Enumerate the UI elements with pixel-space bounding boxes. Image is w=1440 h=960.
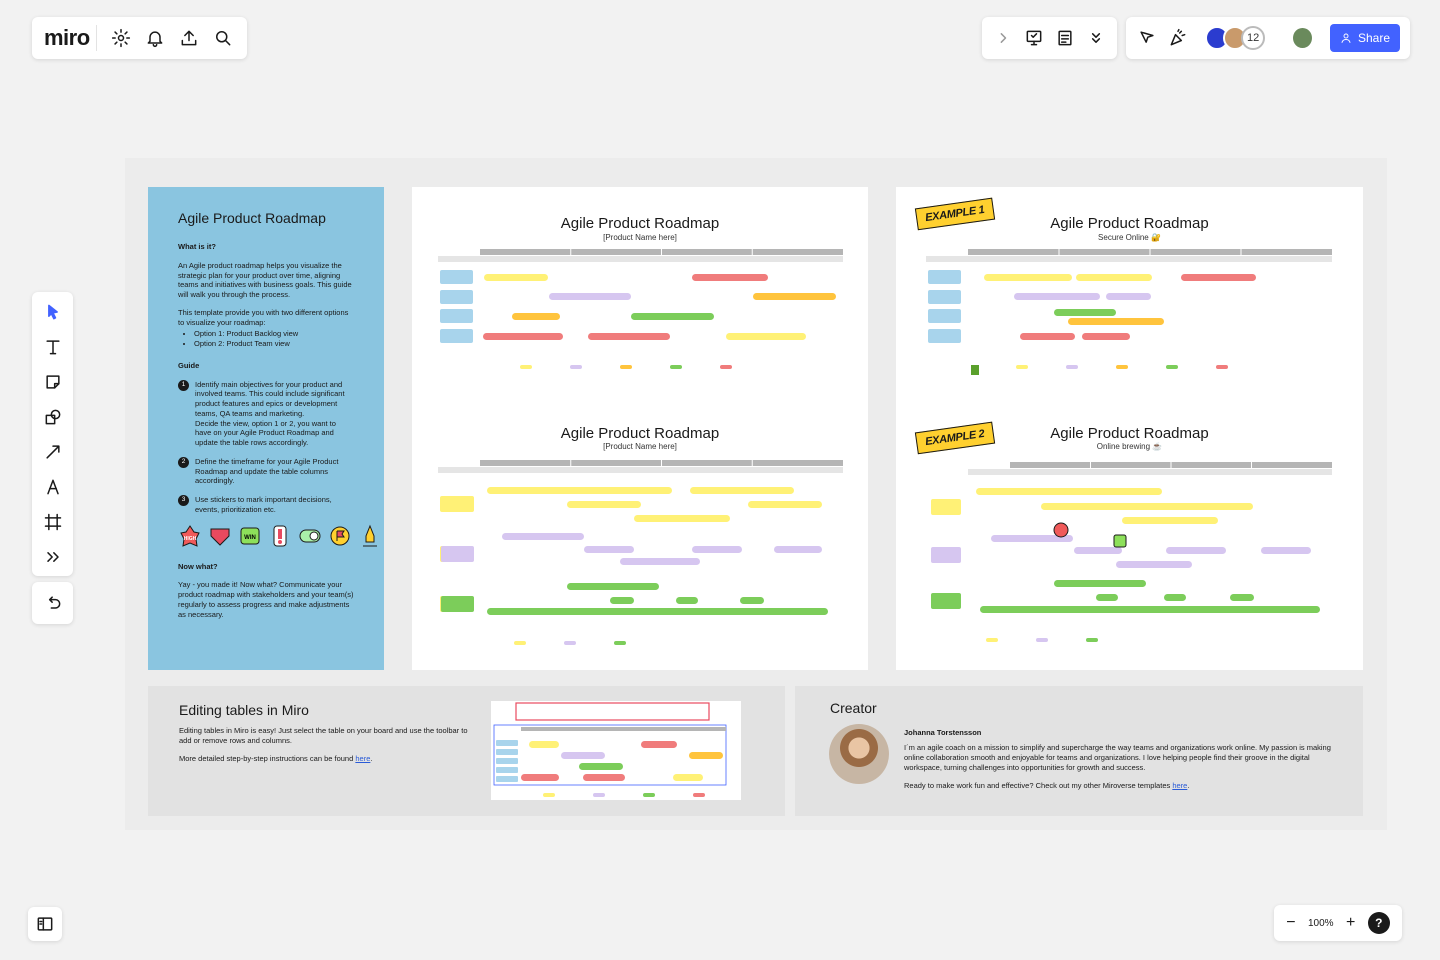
legend-swatch (514, 641, 526, 645)
roadmap-bar (1076, 274, 1152, 281)
step-text: Define the timeframe for your Agile Product Roadmap and update the table columns accordingly. (195, 456, 339, 486)
high-priority-sticker (1054, 523, 1068, 537)
roadmap-bar (483, 333, 563, 340)
creator-bio: I´m an agile coach on a mission to simplify and supercharge the way teams and organizations work online. My passion is making online collaboration smooth and enjoyable for teams and organizations. I love helping people find their groove in the digital workspace, turning challenges into opportunities for growth and success. (904, 743, 1331, 772)
celebrate-icon[interactable] (1167, 26, 1190, 50)
share-button[interactable] (1330, 24, 1400, 52)
legend-swatch (1116, 365, 1128, 369)
more-tools-icon[interactable] (41, 545, 65, 569)
milestone-flag (971, 365, 979, 375)
roadmap-bar (984, 274, 1072, 281)
roadmap-bar (1082, 333, 1130, 340)
shapes-icon[interactable] (41, 405, 65, 429)
roadmap-bar (1181, 274, 1256, 281)
roadmap-bar (1068, 318, 1164, 325)
roadmap-bar (980, 606, 1320, 613)
creator-cta (904, 781, 1344, 791)
roadmap-bar (521, 774, 559, 781)
options-list (194, 329, 354, 349)
legend-swatch (1036, 638, 1048, 642)
row-label (496, 776, 518, 782)
svg-text:HIGH: HIGH (183, 535, 197, 542)
roadmap-bar (588, 333, 670, 340)
guide-panel (148, 187, 384, 670)
bell-icon[interactable] (143, 26, 167, 50)
month-header (438, 467, 843, 473)
legend-swatch (670, 365, 682, 369)
roadmap-bar (1106, 293, 1151, 300)
user-avatar[interactable] (1291, 26, 1314, 50)
zoom-out-button[interactable]: − (1286, 914, 1296, 931)
top-mid-toolbar (982, 17, 1117, 59)
editing-here-link[interactable]: here (355, 754, 371, 763)
row-label (928, 290, 961, 304)
roadmap-grid (412, 395, 868, 670)
collaborator-count[interactable]: 12 (1241, 26, 1265, 50)
guide-heading: Guide (178, 360, 200, 370)
team-label (931, 499, 961, 515)
user-icon (1340, 32, 1352, 44)
roadmap-bar (753, 293, 836, 300)
legend-swatch (643, 793, 655, 797)
frame-icon[interactable] (41, 510, 65, 534)
step-number: 1 (178, 380, 189, 391)
search-icon[interactable] (211, 26, 235, 50)
roadmap-bar (748, 501, 822, 508)
month-header (968, 469, 1332, 475)
high-priority-sticker[interactable] (178, 524, 202, 548)
roadmap-bar (620, 558, 700, 565)
gear-icon[interactable] (109, 26, 133, 50)
chevron-right-icon[interactable] (992, 26, 1013, 50)
step-number: 3 (178, 495, 189, 506)
roadmap-example-2[interactable] (896, 395, 1363, 670)
roadmap-bar (1122, 517, 1218, 524)
roadmap-bar (634, 515, 730, 522)
quarter-header (521, 727, 726, 731)
roadmap-bar (1020, 333, 1075, 340)
undo-icon (41, 591, 65, 615)
row-label (440, 309, 473, 323)
card-subtitle: [Product Name here] (603, 442, 677, 451)
roadmap-grid (412, 187, 868, 395)
creation-toolbar (32, 292, 73, 576)
roadmap-bar (1096, 594, 1118, 601)
editing-tables-panel (148, 686, 785, 816)
roadmap-template-backlog[interactable] (412, 187, 868, 395)
card-title: Agile Product Roadmap (1050, 425, 1209, 442)
roadmap-bar (561, 752, 605, 759)
connection-line-icon[interactable] (41, 440, 65, 464)
card-subtitle: [Product Name here] (603, 233, 677, 242)
roadmap-example-1[interactable] (896, 187, 1363, 395)
legend-swatch (620, 365, 632, 369)
roadmap-bar (641, 741, 677, 748)
roadmap-bar (610, 597, 634, 604)
guide-step (178, 457, 354, 486)
row-label (440, 290, 473, 304)
table-toolbar (516, 703, 709, 720)
team-label (441, 496, 474, 512)
row-label (440, 329, 473, 343)
collaborator-avatars[interactable] (1211, 26, 1265, 50)
creator-cta-prefix: Ready to make work fun and effective? Check out my other Miroverse templates (904, 781, 1173, 790)
what-heading: What is it? (178, 242, 216, 252)
legend-swatch (520, 365, 532, 369)
legend-swatch (543, 793, 555, 797)
roadmap-bar (676, 597, 698, 604)
roadmap-bar (774, 546, 822, 553)
cursor-follow-icon[interactable] (1136, 26, 1159, 50)
month-header (926, 256, 1332, 262)
roadmap-bar (549, 293, 631, 300)
roadmap-bar (1054, 309, 1116, 316)
example-label: EXAMPLE 1 (915, 198, 995, 231)
step-text: Identify main objectives for your product and involved teams. This could include significant product features and epics or development teams, QA teams and marketing. Decide the view, option 1 or 2, you want to have on your Agile Product Roadmap and update the table rows accordingly. (195, 379, 345, 448)
options-intro: This template provide you with two different options to visualize your roadmap: (178, 307, 349, 327)
example-label: EXAMPLE 2 (915, 422, 995, 455)
editing-more-suffix: . (370, 754, 373, 763)
preview-grid (491, 701, 741, 800)
roadmap-bar (1118, 503, 1253, 510)
quick-win-sticker[interactable] (238, 524, 262, 548)
exclamation-sticker[interactable] (268, 524, 292, 548)
launch-sticker[interactable] (358, 524, 382, 548)
pages-panel-button[interactable] (28, 907, 62, 941)
team-label (931, 547, 961, 563)
row-label (496, 749, 518, 755)
team-label (931, 593, 961, 609)
month-header (438, 256, 843, 262)
roadmap-bar (976, 488, 1162, 495)
roadmap-bar (1054, 580, 1146, 587)
roadmap-bar (502, 533, 584, 540)
legend-swatch (1016, 365, 1028, 369)
option-item: • Option 1: Product Backlog view (194, 329, 354, 339)
legend-swatch (593, 793, 605, 797)
legend-swatch (1066, 365, 1078, 369)
creator-photo (829, 724, 889, 784)
creator-here-link[interactable]: here (1172, 781, 1188, 790)
creator-title: Creator (830, 700, 877, 716)
legend-swatch (1086, 638, 1098, 642)
what-text: An Agile product roadmap helps you visualize the strategic plan for your product over time, aligning teams and initiatives with business goals. This guide will walk you through the process. (178, 260, 352, 300)
roadmap-grid (896, 395, 1363, 670)
now-heading: Now what? (178, 561, 218, 571)
row-label (496, 767, 518, 773)
row-label (496, 740, 518, 746)
zoom-in-button[interactable]: + (1345, 914, 1356, 931)
roadmap-bar (1014, 293, 1100, 300)
legend-swatch (986, 638, 998, 642)
zoom-controls (1274, 905, 1402, 941)
legend-swatch (720, 365, 732, 369)
roadmap-bar (690, 487, 794, 494)
roadmap-bar (583, 774, 625, 781)
zoom-level[interactable]: 100% (1307, 917, 1334, 929)
notes-icon[interactable] (1055, 26, 1076, 50)
upload-icon[interactable] (177, 26, 201, 50)
row-label (496, 758, 518, 764)
roadmap-bar (1166, 547, 1226, 554)
roadmap-bar (1230, 594, 1254, 601)
team-label (441, 546, 474, 562)
svg-text:WIN: WIN (244, 534, 256, 541)
guide-step (178, 495, 354, 515)
roadmap-bar (584, 546, 634, 553)
creator-cta-suffix: . (1187, 781, 1190, 790)
select-cursor-icon[interactable] (41, 300, 65, 324)
roadmap-bar (579, 763, 623, 770)
legend-swatch (1216, 365, 1228, 369)
chevron-double-down-icon[interactable] (1086, 26, 1107, 50)
editing-title: Editing tables in Miro (179, 702, 309, 718)
roadmap-bar (567, 583, 659, 590)
editing-text: Editing tables in Miro is easy! Just select the table on your board and use the toolbar to add or remove rows and columns. (179, 726, 468, 745)
card-title: Agile Product Roadmap (560, 215, 720, 232)
text-tool-icon[interactable] (41, 335, 65, 359)
top-left-toolbar (32, 17, 247, 59)
share-label: Share (1357, 31, 1390, 45)
option-item: • Option 2: Product Team view (194, 339, 354, 349)
step-text: Use stickers to mark important decisions, events, prioritization etc. (195, 495, 332, 514)
roadmap-bar (484, 274, 548, 281)
roadmap-bar (567, 501, 641, 508)
team-label (441, 596, 474, 612)
roadmap-bar (1164, 594, 1186, 601)
legend-swatch (570, 365, 582, 369)
row-label (928, 329, 961, 343)
help-button[interactable]: ? (1368, 912, 1390, 934)
sidebar-icon (33, 912, 57, 936)
table-toolbar-preview (491, 701, 741, 800)
roadmap-bar (692, 546, 742, 553)
roadmap-bar (529, 741, 559, 748)
pen-icon[interactable] (41, 475, 65, 499)
legend-swatch (1166, 365, 1178, 369)
card-subtitle: Online brewing ☕ (1096, 442, 1163, 451)
editing-more (179, 754, 469, 764)
guide-step (178, 380, 354, 448)
important-sticker[interactable] (208, 524, 232, 548)
roadmap-bar (512, 313, 560, 320)
roadmap-bar (1261, 547, 1311, 554)
step-number: 2 (178, 457, 189, 468)
row-label (928, 270, 961, 284)
roadmap-bar (692, 274, 768, 281)
roadmap-bar (1116, 561, 1192, 568)
quick-win-sticker (1114, 535, 1126, 547)
editing-more-prefix: More detailed step-by-step instructions can be found (179, 754, 356, 763)
roadmap-bar (673, 774, 703, 781)
roadmap-bar (689, 752, 723, 759)
legend-swatch (693, 793, 705, 797)
card-title: Agile Product Roadmap (560, 425, 720, 442)
creator-panel (795, 686, 1363, 816)
sticky-note-icon[interactable] (41, 370, 65, 394)
creator-name: Johanna Torstensson (904, 728, 982, 737)
roadmap-bar (487, 608, 828, 615)
legend-swatch (564, 641, 576, 645)
presentation-icon[interactable] (1023, 26, 1044, 50)
guide-title: Agile Product Roadmap (178, 210, 326, 226)
roadmap-template-team[interactable] (412, 395, 868, 670)
card-subtitle: Secure Online 🔐 (1098, 233, 1161, 242)
row-label (440, 270, 473, 284)
undo-button[interactable] (32, 582, 73, 624)
enabler-sticker[interactable] (298, 524, 322, 548)
top-right-toolbar (1126, 17, 1410, 59)
roadmap-bar (1074, 547, 1122, 554)
legend-swatch (614, 641, 626, 645)
milestone-sticker[interactable] (328, 524, 352, 548)
row-label (928, 309, 961, 323)
sticker-row (178, 524, 354, 548)
roadmap-bar (487, 487, 672, 494)
roadmap-grid (896, 187, 1363, 395)
miro-logo[interactable]: miro (42, 25, 97, 51)
now-text: Yay - you made it! Now what? Communicate your product roadmap with stakeholders and your team(s) regularly to assess progress and make adjustments as necessary. (178, 580, 354, 619)
roadmap-bar (631, 313, 714, 320)
roadmap-bar (726, 333, 806, 340)
card-title: Agile Product Roadmap (1050, 215, 1209, 232)
roadmap-bar (740, 597, 764, 604)
